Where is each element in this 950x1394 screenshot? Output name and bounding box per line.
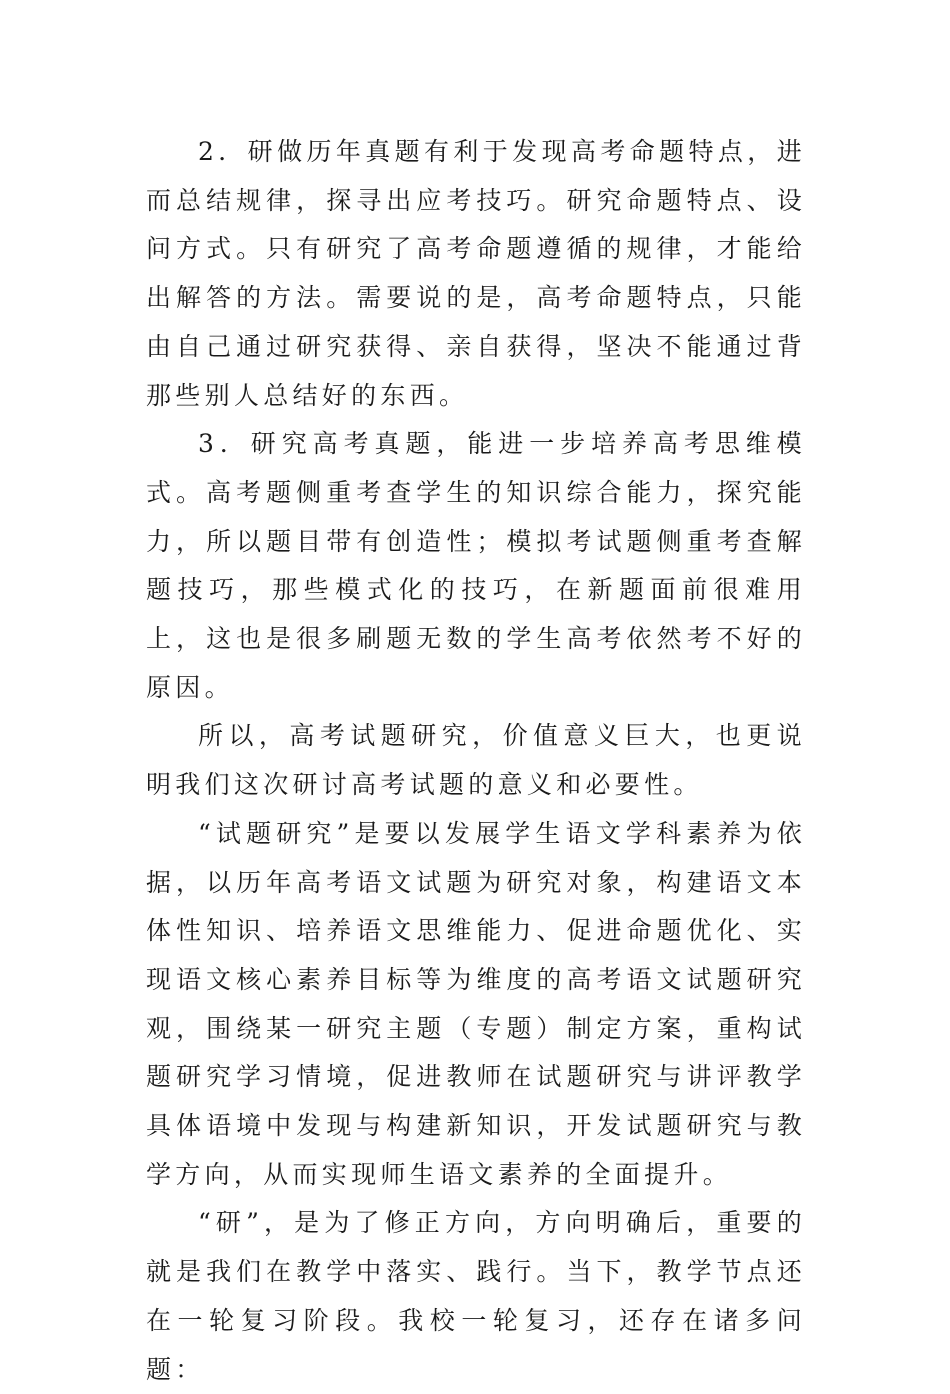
- paragraph-4: “试题研究”是要以发展学生语文学科素养为依据，以历年高考语文试题为研究对象，构建语文本体性知识、培养语文思维能力、促进命题优化、实现语文核心素养目标等为维度的高考语文试题研究观，围绕某一研究主题（专题）制定方案，重构试题研究学习情境，促进教师在试题研究与讲评教学具体语境中发现与构建新知识，开发试题研究与教学方向，从而实现师生语文素养的全面提升。: [146, 818, 806, 1189]
- paragraph-3: 所以，高考试题研究，价值意义巨大，也更说明我们这次研讨高考试题的意义和必要性。: [146, 721, 806, 800]
- paragraph-1: 2．研做历年真题有利于发现高考命题特点，进而总结规律，探寻出应考技巧。研究命题特点、设问方式。只有研究了高考命题遵循的规律，才能给出解答的方法。需要说的是，高考命题特点，只能由自己通过研究获得、亲自获得，坚决不能通过背那些别人总结好的东西。: [146, 137, 806, 410]
- document-body: [146, 128, 806, 1394]
- paragraph-2: 3．研究高考真题，能进一步培养高考思维模式。高考题侧重考查学生的知识综合能力，探究能力，所以题目带有创造性；模拟考试题侧重考查解题技巧，那些模式化的技巧，在新题面前很难用上，这也是很多刷题无数的学生高考依然考不好的原因。: [146, 429, 806, 702]
- paragraph-5: “研”，是为了修正方向，方向明确后，重要的就是我们在教学中落实、践行。当下，教学节点还在一轮复习阶段。我校一轮复习，还存在诸多问题：: [146, 1208, 806, 1384]
